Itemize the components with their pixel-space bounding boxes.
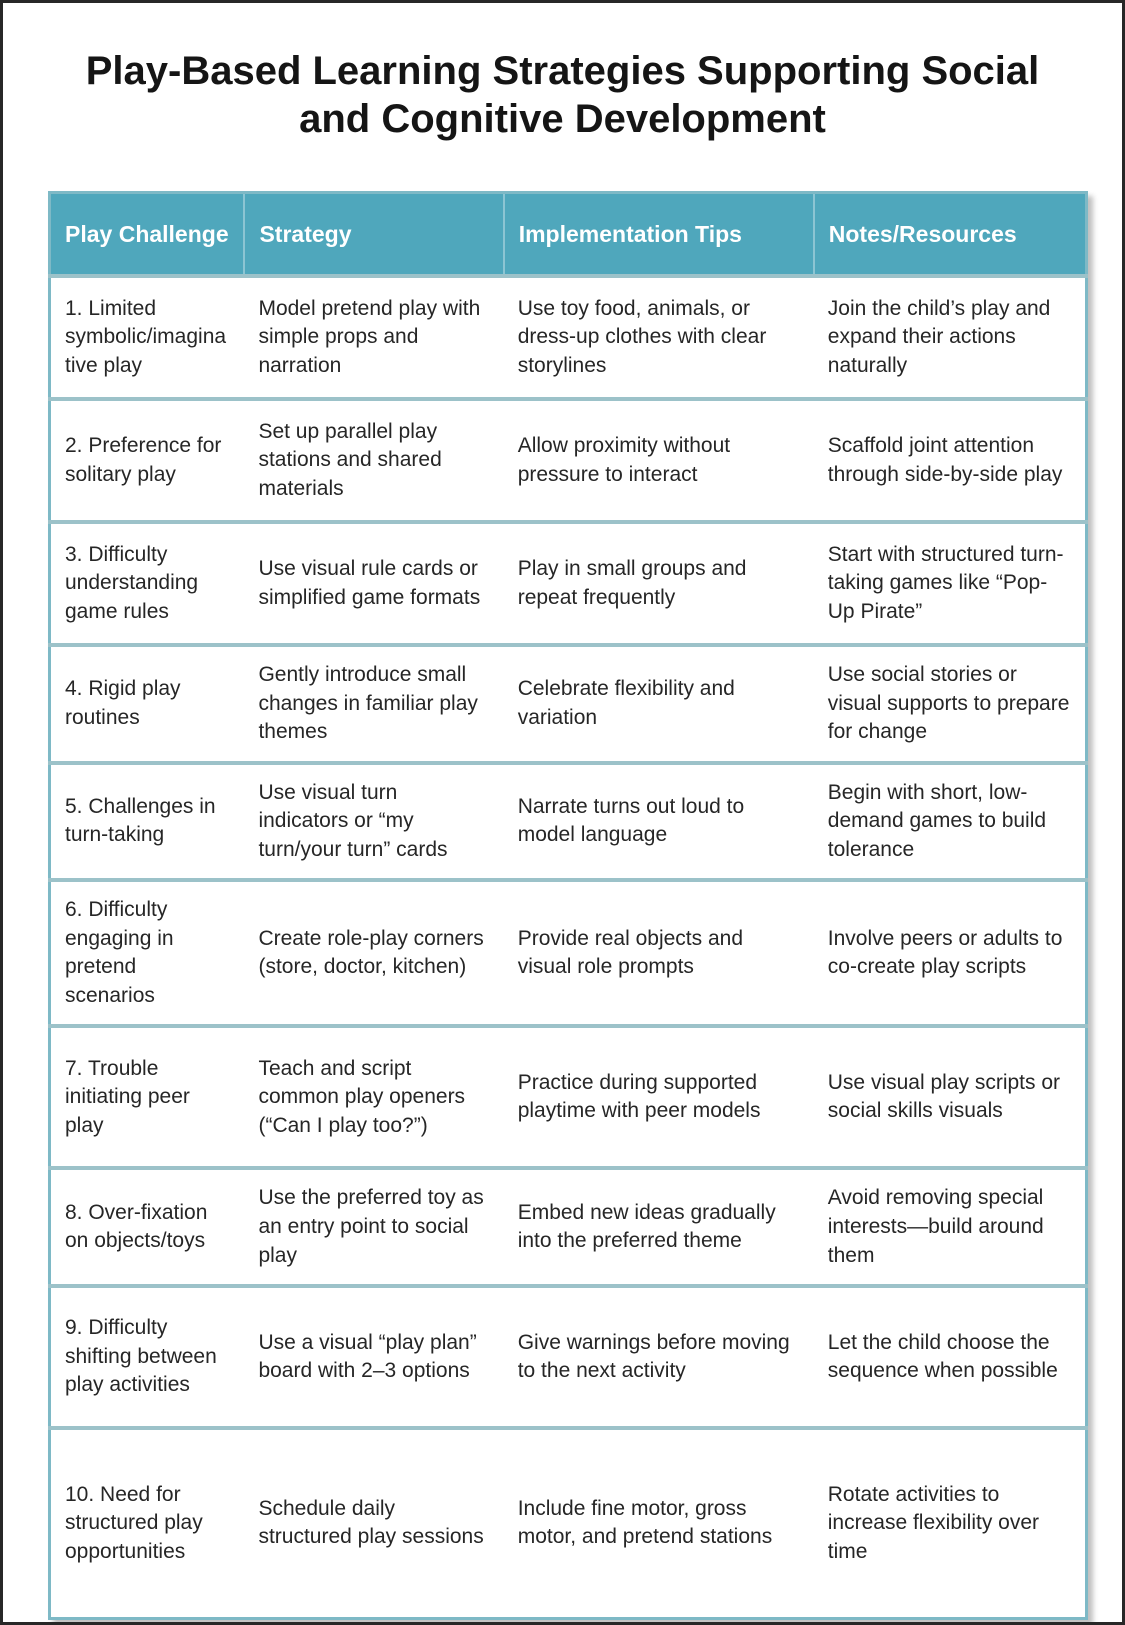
cell-implementation-tips: Embed new ideas gradually into the preferred theme xyxy=(504,1168,814,1286)
table-row xyxy=(50,1026,1087,1168)
cell-notes-resources: Start with structured turn-taking games like “Pop-Up Pirate” xyxy=(814,522,1087,645)
cell-play-challenge: 9. Difficulty shifting between play activities xyxy=(50,1286,245,1428)
cell-implementation-tips: Allow proximity without pressure to interact xyxy=(504,399,814,522)
cell-notes-resources: Let the child choose the sequence when possible xyxy=(814,1286,1087,1428)
cell-implementation-tips: Practice during supported playtime with peer models xyxy=(504,1026,814,1168)
cell-play-challenge: 8. Over-fixation on objects/toys xyxy=(50,1168,245,1286)
cell-implementation-tips: Give warnings before moving to the next activity xyxy=(504,1286,814,1428)
cell-notes-resources: Use social stories or visual supports to prepare for change xyxy=(814,645,1087,763)
cell-notes-resources: Rotate activities to increase flexibility over time xyxy=(814,1428,1087,1618)
cell-strategy: Use visual rule cards or simplified game formats xyxy=(244,522,503,645)
cell-strategy: Schedule daily structured play sessions xyxy=(244,1428,503,1618)
cell-strategy: Gently introduce small changes in familiar play themes xyxy=(244,645,503,763)
cell-play-challenge: 3. Difficulty understanding game rules xyxy=(50,522,245,645)
cell-play-challenge: 6. Difficulty engaging in pretend scenarios xyxy=(50,880,245,1026)
header-cell-play-challenge: Play Challenge xyxy=(50,193,245,277)
header-cell-strategy: Strategy xyxy=(244,193,503,277)
cell-strategy: Use the preferred toy as an entry point to social play xyxy=(244,1168,503,1286)
cell-notes-resources: Involve peers or adults to co-create play scripts xyxy=(814,880,1087,1026)
cell-notes-resources: Join the child’s play and expand their actions naturally xyxy=(814,276,1087,399)
cell-notes-resources: Use visual play scripts or social skills visuals xyxy=(814,1026,1087,1168)
table-row xyxy=(50,522,1087,645)
cell-implementation-tips: Use toy food, animals, or dress-up clothes with clear storylines xyxy=(504,276,814,399)
cell-notes-resources: Scaffold joint attention through side-by-side play xyxy=(814,399,1087,522)
table-header-row xyxy=(50,193,1087,277)
table-header xyxy=(50,193,1087,277)
cell-play-challenge: 7. Trouble initiating peer play xyxy=(50,1026,245,1168)
strategies-table xyxy=(48,191,1088,1620)
cell-implementation-tips: Play in small groups and repeat frequently xyxy=(504,522,814,645)
cell-notes-resources: Begin with short, low-demand games to build tolerance xyxy=(814,763,1087,881)
cell-strategy: Use visual turn indicators or “my turn/your turn” cards xyxy=(244,763,503,881)
cell-play-challenge: 5. Challenges in turn-taking xyxy=(50,763,245,881)
cell-strategy: Use a visual “play plan” board with 2–3 options xyxy=(244,1286,503,1428)
cell-implementation-tips: Provide real objects and visual role prompts xyxy=(504,880,814,1026)
cell-notes-resources: Avoid removing special interests—build around them xyxy=(814,1168,1087,1286)
table-row xyxy=(50,645,1087,763)
cell-implementation-tips: Celebrate flexibility and variation xyxy=(504,645,814,763)
cell-strategy: Set up parallel play stations and shared materials xyxy=(244,399,503,522)
cell-play-challenge: 2. Preference for solitary play xyxy=(50,399,245,522)
page-title: Play-Based Learning Strategies Supporting Social and Cognitive Development xyxy=(85,49,1040,141)
table-row xyxy=(50,880,1087,1026)
cell-strategy: Create role-play corners (store, doctor, kitchen) xyxy=(244,880,503,1026)
table-row xyxy=(50,1286,1087,1428)
cell-implementation-tips: Narrate turns out loud to model language xyxy=(504,763,814,881)
cell-strategy: Teach and script common play openers (“Can I play too?”) xyxy=(244,1026,503,1168)
header-cell-implementation-tips: Implementation Tips xyxy=(504,193,814,277)
cell-implementation-tips: Include fine motor, gross motor, and pretend stations xyxy=(504,1428,814,1618)
table-row xyxy=(50,763,1087,881)
header-cell-notes-resources: Notes/Resources xyxy=(814,193,1087,277)
cell-play-challenge: 1. Limited symbolic/imaginative play xyxy=(50,276,245,399)
table-row xyxy=(50,276,1087,399)
cell-strategy: Model pretend play with simple props and narration xyxy=(244,276,503,399)
table-row xyxy=(50,1168,1087,1286)
cell-play-challenge: 10. Need for structured play opportunities xyxy=(50,1428,245,1618)
cell-play-challenge: 4. Rigid play routines xyxy=(50,645,245,763)
table-row xyxy=(50,399,1087,522)
table-body xyxy=(50,276,1087,1618)
table-row xyxy=(50,1428,1087,1618)
